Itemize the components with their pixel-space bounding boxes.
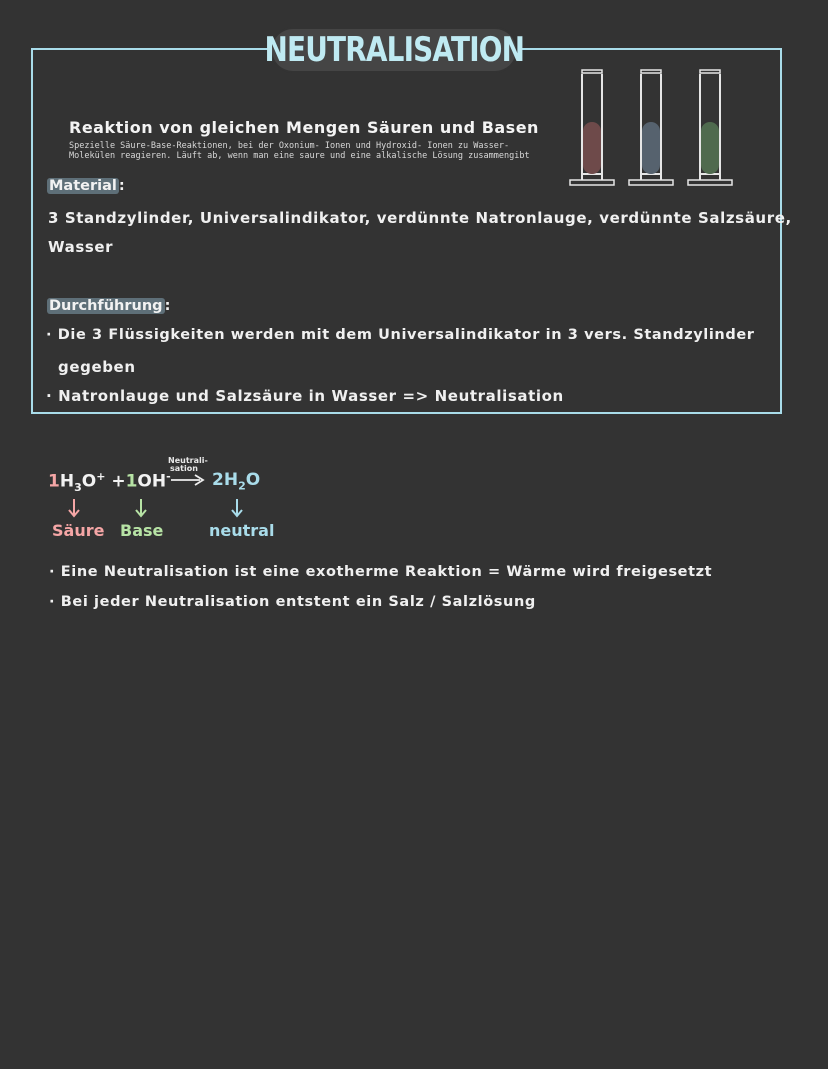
material-label: Material	[49, 178, 117, 194]
material-label-row	[47, 178, 125, 194]
note-exothermic: · Eine Neutralisation ist eine exotherme Reaktion = Wärme wird freigesetzt	[49, 564, 713, 580]
acid-formula-sub: 3	[74, 481, 82, 495]
procedure-bullet-1: · Die 3 Flüssigkeiten werden mit dem Universalindikator in 3 vers. Standzylinder	[46, 327, 755, 343]
material-line-2: Wasser	[48, 238, 114, 256]
procedure-label: Durchführung	[49, 298, 163, 314]
section-heading: Reaktion von gleichen Mengen Säuren und Basen	[69, 118, 539, 137]
base-arrow-down-icon	[134, 498, 148, 518]
cylinders-illustration	[566, 66, 736, 192]
plus-sign: +	[111, 471, 126, 492]
neutral-arrow-down-icon	[230, 498, 244, 518]
base-coefficient: 1	[125, 471, 138, 492]
acid-label: Säure	[52, 521, 105, 540]
arrow-label	[168, 457, 208, 473]
acid-charge: +	[96, 470, 106, 483]
definition-text: Spezielle Säure-Base-Reaktionen, bei der Oxonium- Ionen und Hydroxid- Ionen zu Wasser-Molekülen reagieren. Läuft ab, wenn man eine saure und eine alkalische Lösung zusammengibt	[69, 141, 530, 161]
acid-arrow-down-icon	[67, 498, 81, 518]
reaction-equation	[48, 470, 171, 494]
page-title: NEUTRALISATION	[264, 30, 524, 70]
arrow-label-line-1: Neutrali-	[168, 456, 208, 465]
product-sub: 2	[238, 479, 246, 493]
base-charge: -	[166, 470, 171, 483]
acid-formula-h: H	[59, 471, 75, 492]
title-badge	[264, 29, 524, 71]
base-label: Base	[120, 521, 164, 540]
procedure-colon: :	[164, 298, 171, 314]
cylinder-2	[629, 70, 673, 185]
cylinder-3	[688, 70, 732, 185]
product-o: O	[245, 470, 261, 490]
material-colon: :	[118, 178, 125, 194]
product-coefficient: 2H	[212, 470, 239, 490]
product-formula	[212, 470, 260, 492]
note-salt: · Bei jeder Neutralisation entstent ein Salz / Salzlösung	[49, 594, 536, 610]
procedure-bullet-1-cont: gegeben	[58, 358, 136, 376]
reaction-arrow-icon	[170, 474, 206, 486]
arrow-label-line-2: sation	[170, 464, 198, 473]
procedure-bullet-2: · Natronlauge und Salzsäure in Wasser => Neutralisation	[46, 387, 564, 405]
acid-formula-o: O	[81, 471, 97, 492]
acid-coefficient: 1	[48, 471, 60, 492]
neutral-label: neutral	[209, 521, 275, 540]
base-formula: OH	[137, 471, 167, 492]
procedure-label-row	[47, 298, 170, 314]
material-line-1: 3 Standzylinder, Universalindikator, verdünnte Natronlauge, verdünnte Salzsäure,	[48, 209, 792, 227]
cylinder-1	[570, 70, 614, 185]
